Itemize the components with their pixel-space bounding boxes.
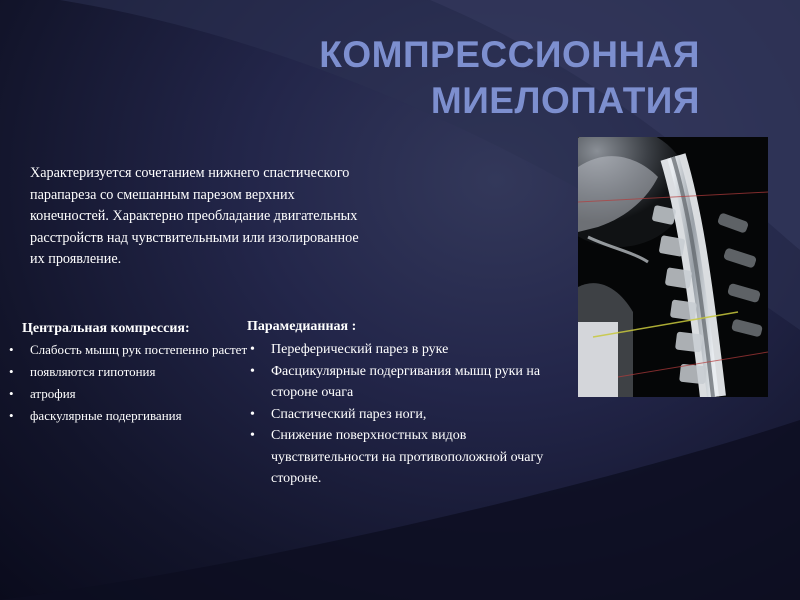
list-item: • Фасцикулярные подергивания мышц руки на стороне очага bbox=[247, 361, 567, 404]
central-compression-section bbox=[6, 318, 251, 429]
list-item: • появляются гипотония bbox=[6, 363, 251, 380]
paramedian-list bbox=[247, 339, 567, 490]
list-item: • Спастический парез ноги, bbox=[247, 404, 567, 426]
slide-title: КОМПРЕССИОННАЯ МИЕЛОПАТИЯ bbox=[319, 34, 700, 121]
intro-text: Характеризуется сочетанием нижнего спастического парапареза со смешанным парезом верхних конечностей. Характерно преобладание двигательных расстройств над чувствительными или изолированное их проявление. bbox=[30, 165, 359, 267]
mri-cervical-spine-image bbox=[578, 137, 768, 397]
mri-image-drawing bbox=[578, 137, 768, 397]
paramedian-heading: Парамедианная : bbox=[247, 319, 357, 334]
central-compression-heading: Центральная компрессия: bbox=[22, 321, 190, 336]
list-item: • Слабость мышц рук постепенно растет bbox=[6, 341, 251, 358]
paramedian-section bbox=[247, 316, 567, 490]
list-item: • Переферический парез в руке bbox=[247, 339, 567, 361]
list-item: • Снижение поверхностных видов чувствительности на противоположной очагу стороне. bbox=[247, 425, 567, 490]
list-item: • атрофия bbox=[6, 385, 251, 402]
list-item: • фаскулярные подергивания bbox=[6, 407, 251, 424]
central-compression-list bbox=[6, 341, 251, 424]
